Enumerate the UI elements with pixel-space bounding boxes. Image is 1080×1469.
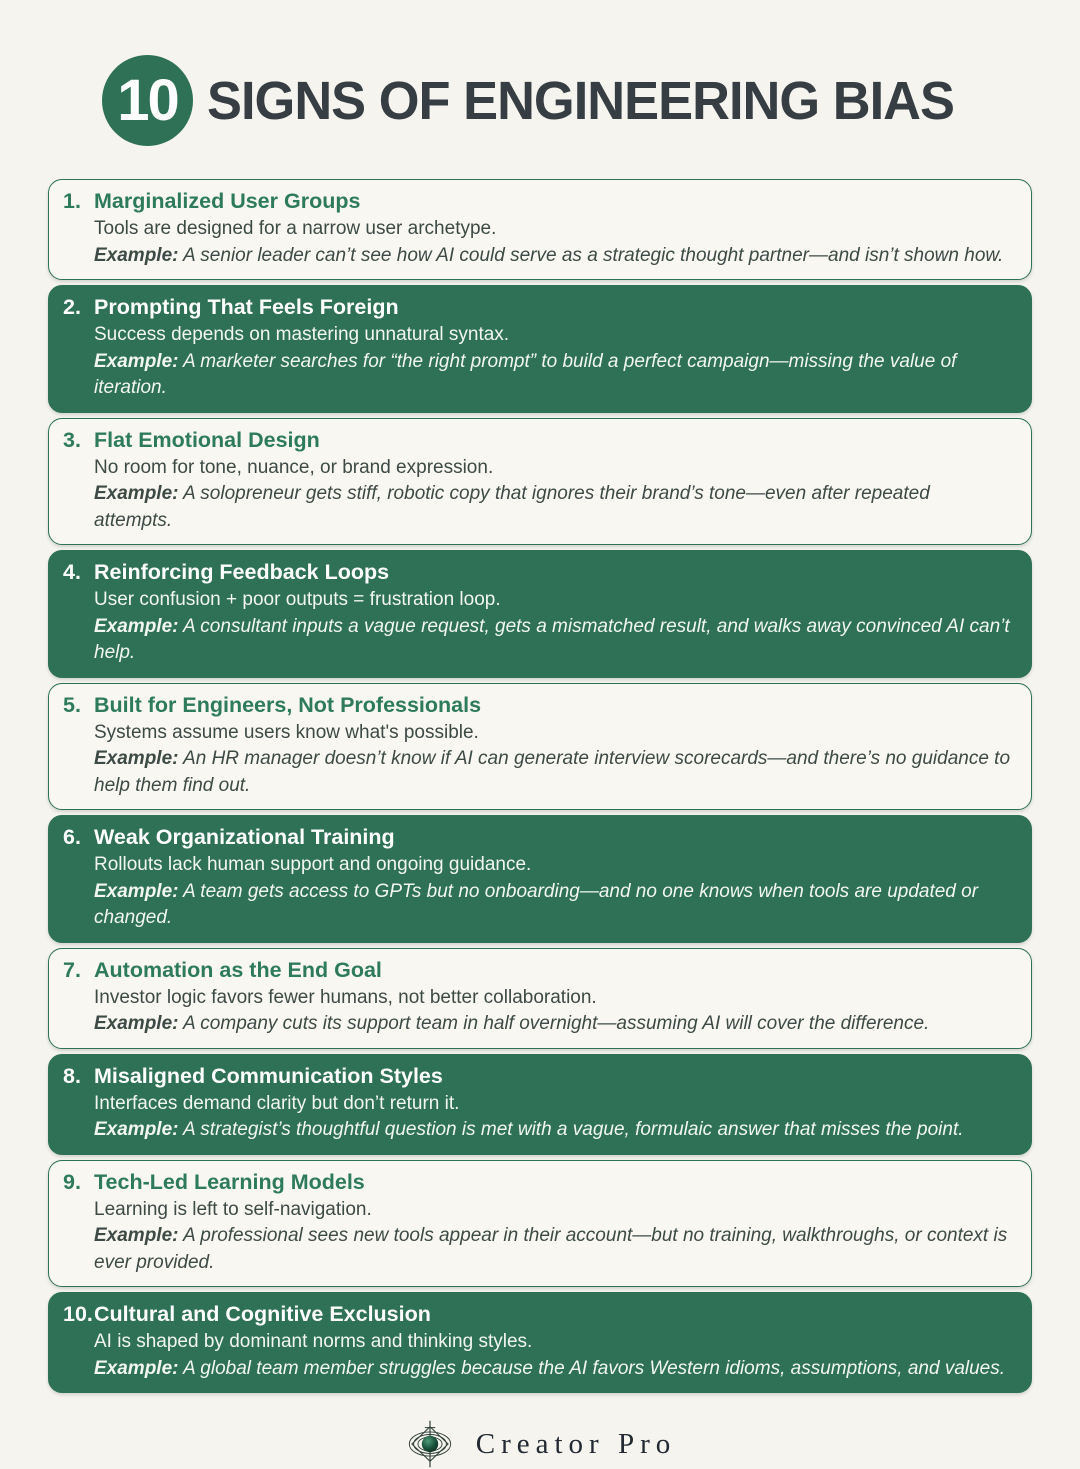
example-label: Example: bbox=[94, 1225, 179, 1246]
card-example bbox=[94, 614, 1013, 667]
card-title: Tech-Led Learning Models bbox=[94, 1169, 365, 1194]
card-title: Weak Organizational Training bbox=[94, 825, 395, 849]
card-body-wrap bbox=[63, 455, 1013, 535]
card-number: 3. bbox=[63, 427, 81, 452]
card-heading bbox=[63, 1300, 1013, 1328]
card-body-text: Tools are designed for a narrow user archetype. bbox=[94, 218, 497, 239]
card-heading bbox=[63, 1062, 1013, 1090]
example-text: A senior leader can’t see how AI could serve as a strategic thought partner—and isn’t shown how. bbox=[178, 244, 1004, 266]
number-10-badge: 10 bbox=[102, 55, 193, 146]
card-number: 6. bbox=[63, 825, 81, 849]
card-number: 1. bbox=[63, 189, 81, 213]
card-body-wrap bbox=[63, 1329, 1013, 1382]
example-label: Example: bbox=[94, 1013, 179, 1034]
card bbox=[48, 1054, 1032, 1155]
card-example bbox=[94, 1223, 1013, 1276]
card-body-wrap bbox=[63, 322, 1013, 402]
card-example bbox=[94, 1117, 1013, 1144]
card bbox=[48, 418, 1032, 546]
header bbox=[0, 0, 1080, 146]
page-title: SIGNS OF ENGINEERING BIAS bbox=[207, 70, 955, 131]
card-body-text: Learning is left to self-navigation. bbox=[94, 1198, 372, 1220]
card-example bbox=[94, 746, 1013, 799]
card-body-text: AI is shaped by dominant norms and thinking styles. bbox=[94, 1331, 533, 1352]
example-label: Example: bbox=[94, 483, 179, 504]
card-heading bbox=[63, 187, 1013, 215]
card-number: 8. bbox=[63, 1063, 81, 1088]
example-label: Example: bbox=[94, 350, 179, 372]
card-example bbox=[94, 1356, 1013, 1383]
footer bbox=[0, 1419, 1080, 1469]
card-title: Misaligned Communication Styles bbox=[94, 1063, 443, 1088]
card-title: Prompting That Feels Foreign bbox=[94, 295, 399, 319]
example-label: Example: bbox=[94, 244, 179, 266]
card-body-wrap bbox=[63, 216, 1013, 269]
example-text: A professional sees new tools appear in their account—but no training, walkthroughs, or context is ever provided. bbox=[94, 1225, 1008, 1273]
card-body-text: Investor logic favors fewer humans, not better collaboration. bbox=[94, 986, 597, 1008]
card-number: 4. bbox=[63, 560, 81, 584]
card-example bbox=[94, 481, 1013, 534]
card-example bbox=[94, 1011, 1013, 1038]
example-text: A company cuts its support team in half overnight—assuming AI will cover the difference. bbox=[178, 1013, 930, 1034]
example-text: A global team member struggles because the AI favors Western idioms, assumptions, and values. bbox=[178, 1357, 1006, 1379]
card-heading bbox=[63, 691, 1013, 719]
card-body-wrap bbox=[63, 1197, 1013, 1277]
card-heading bbox=[63, 293, 1013, 321]
card-title: Automation as the End Goal bbox=[94, 957, 382, 982]
card-number: 5. bbox=[63, 692, 81, 717]
card bbox=[48, 815, 1032, 943]
card-heading bbox=[63, 956, 1013, 984]
card-number: 10. bbox=[63, 1302, 93, 1326]
card-example bbox=[94, 879, 1013, 932]
brand-name: Creator Pro bbox=[475, 1427, 677, 1460]
card-body-text: User confusion + poor outputs = frustration loop. bbox=[94, 589, 501, 610]
card-example bbox=[94, 243, 1013, 270]
example-label: Example: bbox=[94, 880, 179, 902]
example-text: A strategist’s thoughtful question is met with a vague, formulaic answer that misses the point. bbox=[178, 1119, 964, 1140]
example-label: Example: bbox=[94, 1357, 179, 1379]
card bbox=[48, 948, 1032, 1049]
card-body-text: Success depends on mastering unnatural syntax. bbox=[94, 324, 510, 345]
card bbox=[48, 550, 1032, 678]
card-body-text: Systems assume users know what's possible. bbox=[94, 721, 479, 743]
card-body-wrap bbox=[63, 985, 1013, 1038]
example-text: A marketer searches for “the right prompt” to build a perfect campaign—missing the value of iteration. bbox=[94, 350, 957, 398]
card-body-text: Rollouts lack human support and ongoing guidance. bbox=[94, 854, 532, 875]
card-heading bbox=[63, 823, 1013, 851]
card bbox=[48, 179, 1032, 280]
card-body-text: No room for tone, nuance, or brand expression. bbox=[94, 456, 494, 478]
card-example bbox=[94, 349, 1013, 402]
example-text: A solopreneur gets stiff, robotic copy that ignores their brand’s tone—even after repeated attempts. bbox=[94, 483, 930, 531]
card-number: 9. bbox=[63, 1169, 81, 1194]
card-body-text: Interfaces demand clarity but don’t return it. bbox=[94, 1092, 460, 1114]
card-heading bbox=[63, 426, 1013, 454]
card bbox=[48, 1160, 1032, 1288]
card-title: Built for Engineers, Not Professionals bbox=[94, 692, 482, 717]
card-title: Marginalized User Groups bbox=[94, 189, 361, 213]
card-title: Flat Emotional Design bbox=[94, 427, 320, 452]
card-body-wrap bbox=[63, 720, 1013, 800]
example-text: A team gets access to GPTs but no onboarding—and no one knows when tools are updated or changed. bbox=[94, 880, 979, 928]
example-text: An HR manager doesn’t know if AI can generate interview scorecards—and there’s no guidance to help them find out. bbox=[94, 748, 1011, 796]
card bbox=[48, 285, 1032, 413]
creator-pro-logo-icon bbox=[404, 1419, 456, 1469]
example-text: A consultant inputs a vague request, gets a mismatched result, and walks away convinced AI can’t help. bbox=[94, 615, 1010, 663]
example-label: Example: bbox=[94, 1119, 179, 1140]
card-heading bbox=[63, 1168, 1013, 1196]
example-label: Example: bbox=[94, 748, 179, 769]
card-title: Reinforcing Feedback Loops bbox=[94, 560, 390, 584]
cards-list bbox=[48, 179, 1032, 1393]
example-label: Example: bbox=[94, 615, 179, 637]
card-number: 2. bbox=[63, 295, 81, 319]
card-body-wrap bbox=[63, 587, 1013, 667]
card bbox=[48, 683, 1032, 811]
card-title: Cultural and Cognitive Exclusion bbox=[94, 1302, 431, 1326]
card-number: 7. bbox=[63, 957, 81, 982]
card-heading bbox=[63, 558, 1013, 586]
card bbox=[48, 1292, 1032, 1393]
card-body-wrap bbox=[63, 852, 1013, 932]
card-body-wrap bbox=[63, 1091, 1013, 1144]
